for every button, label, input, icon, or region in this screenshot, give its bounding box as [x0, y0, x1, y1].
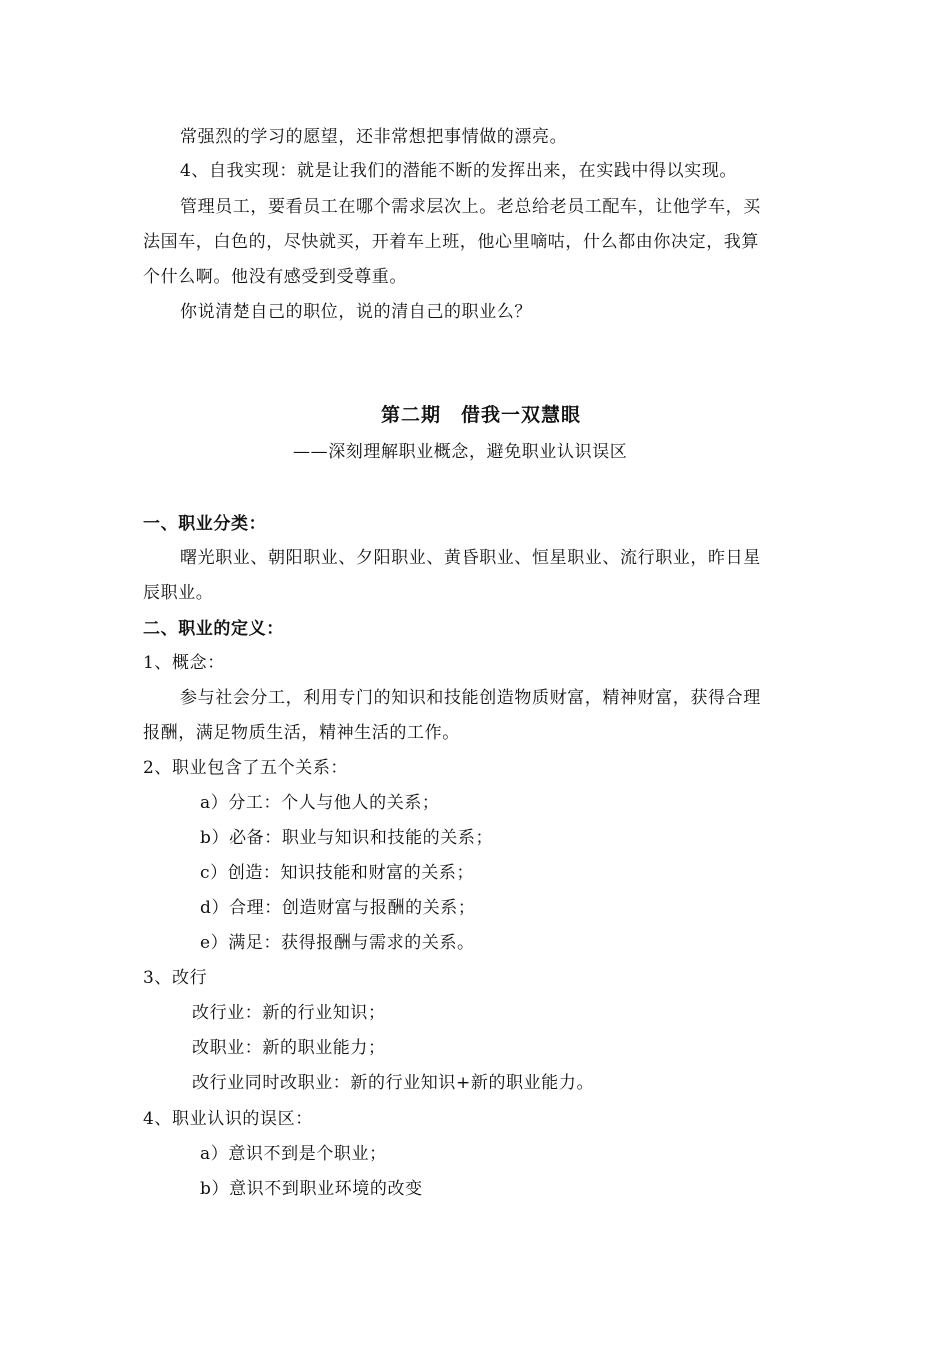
paragraph-self-actualization: 4、自我实现：就是让我们的潜能不断的发挥出来，在实践中得以实现。 [180, 161, 738, 181]
chapter-subtitle: ——深刻理解职业概念，避免职业认识误区 [293, 442, 628, 462]
item3-label: 3、改行 [143, 968, 208, 988]
list-item: b）意识不到职业环境的改变 [200, 1179, 423, 1199]
section1-text-line2: 辰职业。 [143, 583, 214, 603]
paragraph-management-line1: 管理员工，要看员工在哪个需求层次上。老总给老员工配车，让他学车，买 [180, 197, 761, 217]
item2-label: 2、职业包含了五个关系： [143, 758, 349, 778]
list-item: d）合理：创造财富与报酬的关系； [200, 898, 476, 918]
item1-label: 1、概念： [143, 653, 225, 673]
paragraph-management-line2: 法国车，白色的，尽快就买，开着车上班，他心里嘀咕，什么都由你决定，我算 [143, 232, 759, 252]
list-item: c）创造：知识技能和财富的关系； [200, 863, 475, 883]
item4-label: 4、职业认识的误区： [143, 1109, 313, 1129]
section2-heading: 二、职业的定义： [143, 619, 284, 639]
list-item: a）分工：个人与他人的关系； [200, 793, 440, 813]
chapter-title: 第二期 借我一双慧眼 [381, 404, 582, 426]
paragraph-question: 你说清楚自己的职位，说的清自己的职业么？ [180, 302, 532, 322]
section1-heading: 一、职业分类： [143, 514, 267, 534]
list-item: 改行业：新的行业知识； [192, 1003, 386, 1023]
list-item: 改行业同时改职业：新的行业知识+新的职业能力。 [192, 1073, 595, 1093]
item1-text-line2: 报酬，满足物质生活，精神生活的工作。 [143, 723, 460, 743]
list-item: 改职业：新的职业能力； [192, 1038, 386, 1058]
list-item: e）满足：获得报酬与需求的关系。 [200, 933, 475, 953]
paragraph-management-line3: 个什么啊。他没有感受到受尊重。 [143, 267, 407, 287]
item1-text-line1: 参与社会分工，利用专门的知识和技能创造物质财富，精神财富，获得合理 [180, 688, 761, 708]
list-item: a）意识不到是个职业； [200, 1144, 387, 1164]
section1-text-line1: 曙光职业、朝阳职业、夕阳职业、黄昏职业、恒星职业、流行职业，昨日星 [180, 548, 761, 568]
list-item: b）必备：职业与知识和技能的关系； [200, 828, 494, 848]
paragraph-continuation: 常强烈的学习的愿望，还非常想把事情做的漂亮。 [180, 127, 568, 147]
